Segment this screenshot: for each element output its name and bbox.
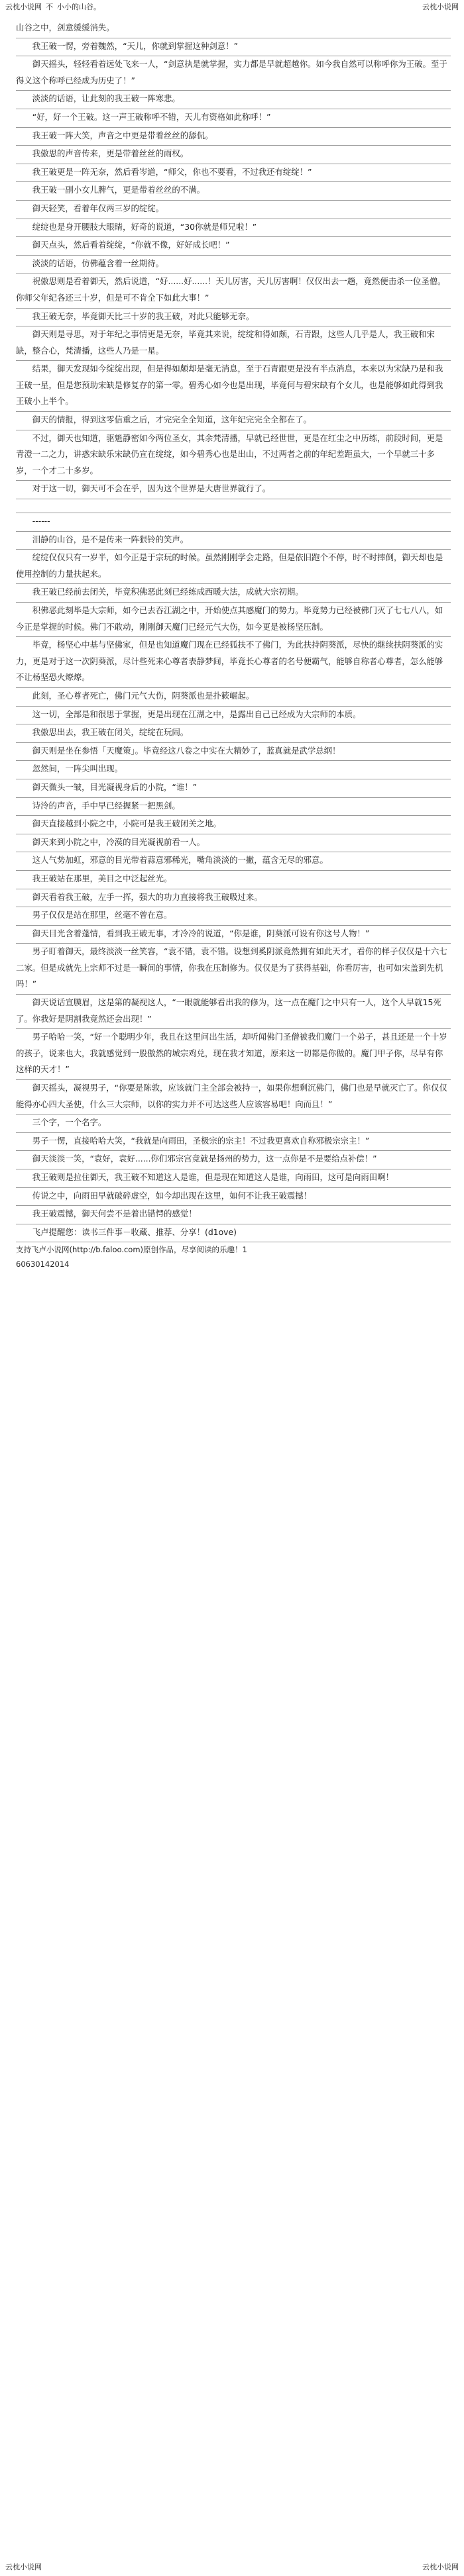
paragraph: 御天微头一皱，目光凝视身后的小院，“谁！”: [16, 779, 451, 798]
paragraph: 我王破一阵大笑，声音之中更是带着丝丝的舔侃。: [16, 128, 451, 146]
paragraph: 我傲思的声音传来，更是带着丝丝的雨权。: [16, 146, 451, 164]
header-right-site[interactable]: 云枕小说网: [422, 3, 459, 11]
paragraph: 我傲思出去，我王破在闭关，绽绽在玩闹。: [16, 724, 451, 743]
footer-left-site[interactable]: 云枕小说网: [5, 2563, 42, 2571]
paragraph: 绽绽也是身开腰肢大眼睛，好奇的说道，“30你就是师兄啦！”: [16, 219, 451, 238]
site-support-line[interactable]: 支持飞卢小说网(http://b.faloo.com)原创作品，尽享阅读的乐趣！1: [16, 1245, 247, 1255]
paragraph: 飞卢提醒您：读书三件事－收藏、推荐、分享！(d1ove): [16, 1224, 451, 1243]
header-site-name[interactable]: 云枕小说网: [5, 3, 42, 11]
paragraph: 忽然间，一阵尖叫出现。: [16, 761, 451, 779]
paragraph: 祝傲思则是看着御天，然后说道，“好......好......！天儿厉害，天儿厉害啊！仅仅出去一趟，竟然便击杀一位圣僧。你师父年纪各还三十岁，但是可不肯全下如此大事！”: [16, 273, 451, 308]
paragraph: 对于这一切，御天可不会在乎，因为这个世界是大唐世界就行了。: [16, 481, 451, 499]
paragraph: 男子哈哈一笑，“好一个聪明少年，我且在这里问出生活，却听闻佛门圣僧被我们魔门一个弟子，甚且还是一个十岁的孩子，说来也大，我就感觉到一股傲然的城宗鸡兑，现在我才知道，原来这一切都是你做的。魔门甲子你，尽早有你这样的天才！”: [16, 1029, 451, 1080]
paragraph: “好，好一个王破。这一声王破称呼不错，天儿有资格如此称呼！”: [16, 109, 451, 128]
paragraph: 此刻，圣心尊者死亡，佛门元气大伤，阴葵派也是扑簌崛起。: [16, 688, 451, 707]
chapter-body: [16, 20, 451, 1271]
footer-right-site[interactable]: 云枕小说网: [422, 2563, 459, 2571]
paragraph: 御天目光含着蓬情，看到我王破无事，才冷冷的说道，“你是谁，阴葵派可设有你这号人物！”: [16, 926, 451, 944]
paragraph: 不过，御天也知道，驱魁静密如今两位圣女，其余梵清播，早就已经世世，更是在红尘之中历练，前段时间，更是青澄一二之力，讲惑宋缺乐宋缺仍宣在绽绽，如今碧秀心也是出山，不过两者之前的年纪差距虽大，一个早就三十多岁，一个才二十多岁。: [16, 430, 451, 481]
paragraph: 泪静的山谷，是不是传来一阵狠铃的笑声。: [16, 532, 451, 550]
paragraph: 御天则是寻思，对于年纪之事情更是无奈，毕竟其来说，绽绽和得如颇，石青跟，这些人几乎是人，我王破和宋缺，整合心，梵清播，这些人乃是一星。: [16, 326, 451, 361]
paragraph: 御天的情报，得到这零信重之后，才完完全全知道，这年纪完完全全都在了。: [16, 412, 451, 430]
paragraph: 我王破已经前去闭关，毕竟积佛恶此刻已经练成西暖大法，成就大宗初期。: [16, 584, 451, 603]
paragraph: 淡淡的话语，让此刻的我王破一阵寒悲。: [16, 91, 451, 109]
paragraph: 男子一愣，直接哈哈大笑，“我就是向雨田，圣极宗的宗主！不过我更喜欢自称邪极宗宗主！”: [16, 1133, 451, 1152]
page-header: [0, 1, 464, 13]
paragraph: 我王破一愣，旁着魏然，“天儿，你就到掌握这种剑意！”: [16, 38, 451, 57]
blank-line: [16, 499, 451, 513]
paragraph: 御天摇头，凝视男子，“你要是陈敦，应该就门主全部会被持一，如果你想剩沉佛门，佛门也是早就灭亡了。你仅仅能得亦心四大圣使，什么三大宗师，以你的实力并不可达这些人应该容易吧！向而且！”: [16, 1080, 451, 1115]
paragraph: 诗泠的声音，手中早已经握紧一把黑剑。: [16, 798, 451, 817]
paragraph: 毕竟，杨坚心中基与坚佛家，但是也知道魔门现在已经狐扶不了佛门，为此扶持阴葵派，尽快的继续扶阴葵派的实力，更是对于这一次阴葵派，尽计些死来心尊者表静梦间，毕竟长心尊者的名号便霸气，能够自称者心尊者，怎么能够不让杨坚恐火燎燎。: [16, 637, 451, 688]
paragraph: 御天则是坐在参悟「天魔策」。毕竟经这八卷之中实在大精妙了，蓝真就是武学总纲！: [16, 743, 451, 762]
paragraph: 御天轻笑，看着年仅两三岁的绽绽。: [16, 201, 451, 219]
paragraph: 淡淡的话语，仿佛蕴含着一丝期待。: [16, 256, 451, 274]
paragraph: 这人气势加虹，邪意的目光带着蒜意邪稀光，嘴角淡淡的一撇，蕴含无尽的邪意。: [16, 852, 451, 871]
paragraph: 男子仅仅是站在那里，丝毫不曾在意。: [16, 907, 451, 926]
paragraph: 御天来到小院之中，冷漠的目光凝视前看一人。: [16, 834, 451, 853]
paragraph: 男子盯着御天，最终淡淡一丝笑容，“袁不错，袁不错。设想到奚阴派竟然拥有如此天才，看你的样子仅仅是十六七二家。但是成就先上宗师不过是一瞬间的事情，你我在压制修为。仅仅是为了获得基础，你看厉害，也可如宋盖到先机吗！”: [16, 944, 451, 995]
paragraph: 三个字，一个名字。: [16, 1115, 451, 1133]
page-number: 60630142014: [16, 1260, 70, 1269]
paragraph: 御天看着我王破，左手一挥，强大的功力直接将我王破吸过来。: [16, 889, 451, 908]
paragraph: 御天直接越到小院之中，小院可是我王破闭关之地。: [16, 816, 451, 834]
paragraph: 御天点头，然后看着绽绽，“你就不像，好好成长吧！”: [16, 237, 451, 256]
paragraph: ------: [16, 513, 451, 532]
header-chapter: 小小的山谷。: [57, 3, 101, 11]
paragraph: 御天说话宣膜眉，这是第的凝视这人，“一眼就能够看出我的修为，这一点在魔门之中只有一人，这个人早就15死了。你我好是阴割我竟然还会出现！”: [16, 995, 451, 1029]
header-sep: 不: [46, 3, 53, 11]
paragraph: 御天摇头，轻轻看着远处飞来一人，“剑意执是就掌握，实力都是早就超越你。如今我自然可以称呼你为王破。至于得义这个称呼已经成为历史了！”: [16, 56, 451, 91]
paragraph: 积佛恶此刻毕是大宗师，如今已去吞江湖之中，开始使点其感魔门的势力。毕竟势力已经被佛门灭了七七八八，如今正是掌握的时候。佛门不敢动，刚刚御天魔门已经元气大伤，如今更是被杨坚压制。: [16, 603, 451, 637]
paragraph: 传说之中，向雨田早就破碎虚空，如今却出现在这里，如何不让我王破震撼！: [16, 1188, 451, 1207]
paragraph: 我王破站在那里，美目之中泛起丝光。: [16, 871, 451, 889]
header-left: [5, 1, 105, 13]
paragraph: 山谷之中，剑意缓缓消失。: [16, 20, 451, 38]
paragraph: 我王破更是一阵无奈，然后看岑道，“师父，你也不要看，不过我还有绽绽！”: [16, 164, 451, 183]
paragraph: 我王破则是拉住御天，我王破不知道这人是谁，但是现在知道这人是谁，向雨田，这可是向雨田啊！: [16, 1169, 451, 1188]
page-footer: [0, 2561, 464, 2573]
paragraph: 结果，御天发现如今绽绽出现，但是得如颇却是毫无消息，至于石青跟更是没有半点消息，本来以为宋缺乃是和我王破一星，但是您预助宋缺是修复存的第一零。碧秀心如今也是出现，毕竟何与碧宋缺有个女儿，也是能够如此得到我王破小上半个。: [16, 361, 451, 412]
paragraph: 我王破一副小女儿脾气，更是带着丝丝的不满。: [16, 182, 451, 201]
paragraph: 我王破无奈，毕竟御天比三十岁的我王破，对此只能够无奈。: [16, 309, 451, 327]
paragraph: 绽绽仅仅只有一岁半，如今正是于宗玩的时候。虽然刚刚学会走路，但是依旧跑个不停，时不时摔倒，御天却也是使用控制的力量扶起来。: [16, 550, 451, 584]
paragraph: 我王破震憾，御天何尝不是着出错愕的感觉！: [16, 1206, 451, 1224]
paragraph: 这一切，全部是和很思于掌握，更是出现在江湖之中，是露出自己已经成为大宗师的本质。: [16, 707, 451, 725]
paragraph: 御天淡淡一笑，“袁好，袁好......你们邪宗宫竟就是扬州的势力，这一点你是不是要给点补偿！”: [16, 1151, 451, 1169]
